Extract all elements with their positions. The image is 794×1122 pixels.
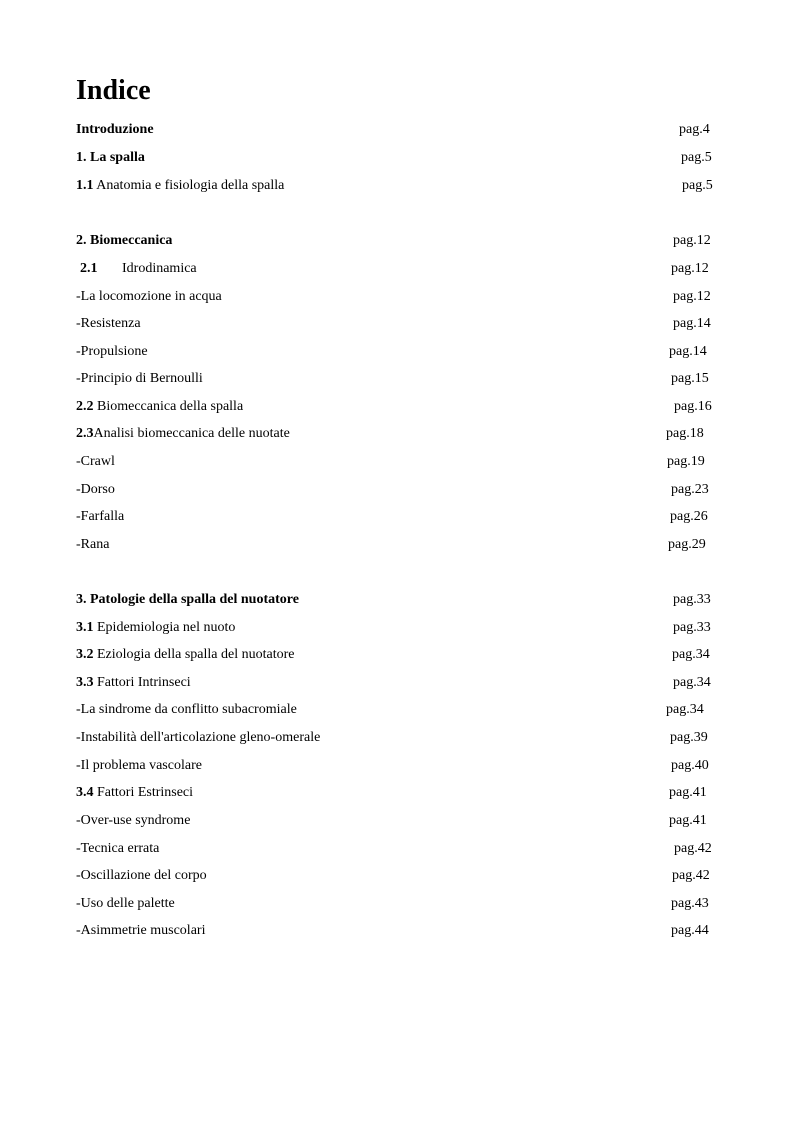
- toc-entry-la-spalla: [76, 148, 736, 168]
- toc-entry-page: pag.4: [679, 122, 710, 137]
- toc-entry-epidemiologia: [76, 618, 736, 638]
- toc-entry-number: 3.2: [76, 647, 94, 662]
- toc-entry-label: Epidemiologia nel nuoto: [93, 620, 236, 635]
- toc-entry-page: pag.44: [671, 923, 709, 938]
- toc-entry-label: -Instabilità dell'articolazione gleno-omerale: [76, 730, 321, 745]
- toc-entry-number: 3.3: [76, 675, 94, 690]
- toc-entry-page: pag.15: [671, 371, 709, 386]
- toc-entry-introduzione: [76, 120, 736, 140]
- toc-entry-label: -Crawl: [76, 454, 115, 469]
- toc-entry-page: pag.5: [682, 178, 713, 193]
- toc-entry-page: pag.23: [671, 482, 709, 497]
- toc-entry-page: pag.14: [669, 344, 707, 359]
- toc-entry-label: -Principio di Bernoulli: [76, 371, 203, 386]
- toc-entry-page: pag.34: [673, 675, 711, 690]
- toc-entry-label: -Tecnica errata: [76, 841, 160, 856]
- toc-entry-problema-vascolare: [76, 756, 736, 776]
- toc-entry-sindrome-conflitto: [76, 700, 736, 720]
- toc-entry-label: -Asimmetrie muscolari: [76, 923, 206, 938]
- toc-entry-page: pag.33: [673, 620, 711, 635]
- toc-entry-number: 3.1: [76, 620, 94, 635]
- toc-entry-label: -Over-use syndrome: [76, 813, 191, 828]
- toc-entry-idrodinamica: [76, 259, 736, 279]
- toc-entry-locomozione: [76, 287, 736, 307]
- toc-entry-number: 2.1: [80, 261, 98, 276]
- toc-entry-page: pag.18: [666, 426, 704, 441]
- toc-entry-label: -Uso delle palette: [76, 896, 175, 911]
- toc-entry-page: pag.12: [673, 289, 711, 304]
- toc-entry-page: pag.42: [672, 868, 710, 883]
- toc-entry-label: Idrodinamica: [122, 261, 197, 276]
- toc-entry-label: -Resistenza: [76, 316, 141, 331]
- toc-entry-label: 1. La spalla: [76, 150, 145, 165]
- toc-entry-label: -La locomozione in acqua: [76, 289, 222, 304]
- toc-entry-anatomia: [76, 176, 736, 196]
- toc-entry-label: -La sindrome da conflitto subacromiale: [76, 702, 297, 717]
- toc-entry-label: Eziologia della spalla del nuotatore: [93, 647, 295, 662]
- toc-entry-page: pag.39: [670, 730, 708, 745]
- toc-entry-uso-palette: [76, 894, 736, 914]
- toc-entry-resistenza: [76, 314, 736, 334]
- toc-entry-bernoulli: [76, 369, 736, 389]
- toc-entry-fattori-estrinseci: [76, 783, 736, 803]
- toc-entry-label: -Rana: [76, 537, 110, 552]
- toc-entry-page: pag.41: [669, 813, 707, 828]
- toc-entry-page: pag.16: [674, 399, 712, 414]
- toc-entry-farfalla: [76, 507, 736, 527]
- toc-entry-page: pag.5: [681, 150, 712, 165]
- toc-entry-biomeccanica-spalla: [76, 397, 736, 417]
- toc-entry-page: pag.19: [667, 454, 705, 469]
- toc-entry-tecnica-errata: [76, 839, 736, 859]
- toc-entry-page: pag.43: [671, 896, 709, 911]
- toc-entry-label: Introduzione: [76, 122, 154, 137]
- toc-entry-label: Anatomia e fisiologia della spalla: [93, 178, 285, 193]
- toc-entry-page: pag.29: [668, 537, 706, 552]
- toc-entry-page: pag.33: [673, 592, 711, 607]
- toc-entry-label: -Farfalla: [76, 509, 125, 524]
- toc-entry-eziologia: [76, 645, 736, 665]
- toc-entry-biomeccanica: [76, 231, 736, 251]
- toc-entry-label: -Il problema vascolare: [76, 758, 202, 773]
- toc-entry-page: pag.34: [666, 702, 704, 717]
- toc-entry-over-use: [76, 811, 736, 831]
- toc-entry-label: -Propulsione: [76, 344, 148, 359]
- toc-entry-propulsione: [76, 342, 736, 362]
- toc-entry-label: 3. Patologie della spalla del nuotatore: [76, 592, 299, 607]
- toc-entry-page: pag.42: [674, 841, 712, 856]
- toc-entry-number: 2.3: [76, 426, 94, 441]
- toc-entry-page: pag.41: [669, 785, 707, 800]
- toc-entry-page: pag.12: [673, 233, 711, 248]
- toc-entry-asimmetrie: [76, 921, 736, 941]
- toc-entry-label: -Oscillazione del corpo: [76, 868, 207, 883]
- toc-entry-analisi-nuotate: [76, 424, 736, 444]
- toc-entry-page: pag.40: [671, 758, 709, 773]
- toc-entry-number: 2.2: [76, 399, 94, 414]
- toc-entry-page: pag.12: [671, 261, 709, 276]
- toc-entry-page: pag.14: [673, 316, 711, 331]
- toc-entry-label: Fattori Estrinseci: [93, 785, 194, 800]
- toc-entry-rana: [76, 535, 736, 555]
- toc-entry-page: pag.26: [670, 509, 708, 524]
- toc-entry-label: Biomeccanica della spalla: [93, 399, 244, 414]
- toc-entry-crawl: [76, 452, 736, 472]
- toc-entry-page: pag.34: [672, 647, 710, 662]
- toc-entry-label: Fattori Intrinseci: [93, 675, 191, 690]
- toc-entry-label: Analisi biomeccanica delle nuotate: [93, 426, 290, 441]
- toc-entry-number: 3.4: [76, 785, 94, 800]
- toc-entry-oscillazione: [76, 866, 736, 886]
- toc-entry-label: -Dorso: [76, 482, 115, 497]
- toc-entry-patologie: [76, 590, 736, 610]
- toc-entry-fattori-intrinseci: [76, 673, 736, 693]
- toc-entry-number: 1.1: [76, 178, 94, 193]
- toc-entry-instabilita: [76, 728, 736, 748]
- toc-entry-dorso: [76, 480, 736, 500]
- toc-entry-label: 2. Biomeccanica: [76, 233, 173, 248]
- page-title: Indice: [76, 75, 151, 106]
